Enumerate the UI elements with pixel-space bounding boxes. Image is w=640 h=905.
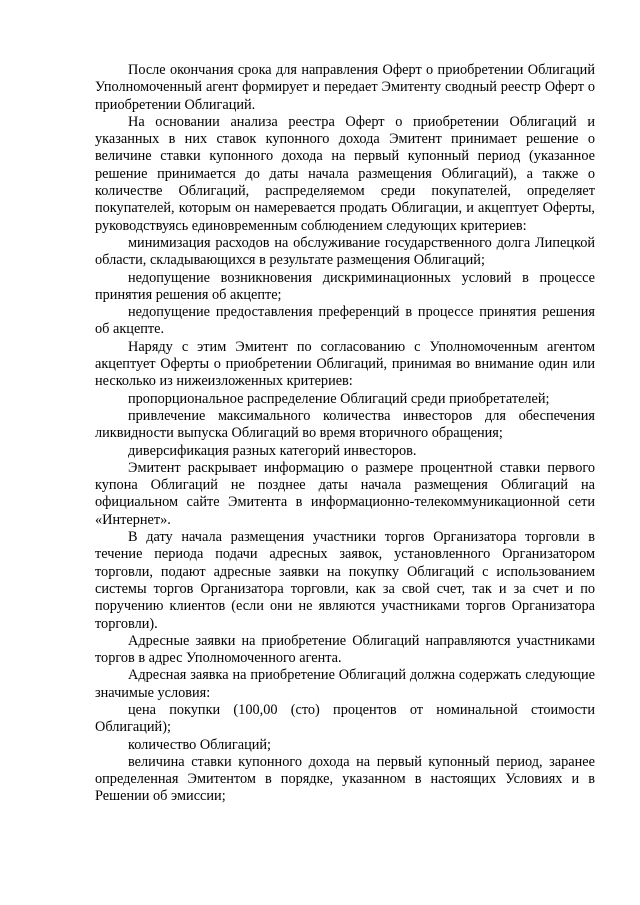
condition-price: цена покупки (100,00 (сто) процентов от номинальной стоимости Облигаций); [95, 701, 595, 736]
criterion-diversification: диверсификация разных категорий инвесторов. [128, 442, 417, 459]
condition-quantity: количество Облигаций; [128, 736, 271, 753]
criterion-minimize-costs: минимизация расходов на обслуживание государственного долга Липецкой области, складывающихся в результате размещения Облигаций; [95, 234, 595, 269]
paragraph-offers-deadline: После окончания срока для направления Оферт о приобретении Облигаций Уполномоченный агент формирует и передает Эмитенту сводный реестр Оферт о приобретении Облигаций. [95, 62, 595, 113]
criterion-proportional: пропорциональное распределение Облигаций среди приобретателей; [128, 390, 550, 407]
criterion-no-preferences: недопущение предоставления преференций в процессе принятия решения об акцепте. [95, 304, 595, 338]
criterion-no-discrimination: недопущение возникновения дискриминационных условий в процессе принятия решения об акцепте; [95, 269, 595, 303]
paragraph-placement-date: В дату начала размещения участники торгов Организатора торговли в течение периода подачи адресных заявок, установленного Организатором торговли, подают адресные заявки на покупку Облигаций с использованием системы торгов Организатора торговли, как за свой счет, так и за счет и по поручению клиентов (если они не являются участниками торгов Организатора торговли). [95, 529, 595, 632]
paragraph-orders-sent: Адресные заявки на приобретение Облигаций направляются участниками торгов в адрес Уполномоченного агента. [95, 632, 595, 667]
paragraph-disclosure: Эмитент раскрывает информацию о размере процентной ставки первого купона Облигаций не позднее даты начала размещения Облигаций на официальном сайте Эмитента в информационно-телекоммуникационной сети «Интернет». [95, 459, 595, 528]
document-page [95, 62, 595, 806]
paragraph-coupon-decision: На основании анализа реестра Оферт о приобретении Облигаций и указанных в них ставок купонного дохода Эмитент принимает решение о величине ставки купонного дохода на первый купонный период (указанное решение принимается до даты начала размещения Облигаций), а также о количестве Облигаций, распределяемом среди покупателей, определяет покупателей, которым он намеревается продать Облигации, и акцептует Оферты, руководствуясь единовременным соблюдением следующих критериев: [95, 113, 595, 234]
condition-coupon-rate: величина ставки купонного дохода на первый купонный период, заранее определенная Эмитентом в порядке, указанном в настоящих Условиях и в Решении об эмиссии; [95, 753, 595, 805]
paragraph-additional-criteria: Наряду с этим Эмитент по согласованию с Уполномоченным агентом акцептует Оферты о приобретении Облигаций, принимая во внимание один или несколько из нижеизложенных критериев: [95, 338, 595, 390]
paragraph-order-conditions: Адресная заявка на приобретение Облигаций должна содержать следующие значимые условия: [95, 667, 595, 701]
criterion-max-investors: привлечение максимального количества инвесторов для обеспечения ликвидности выпуска Облигаций во время вторичного обращения; [95, 407, 595, 442]
